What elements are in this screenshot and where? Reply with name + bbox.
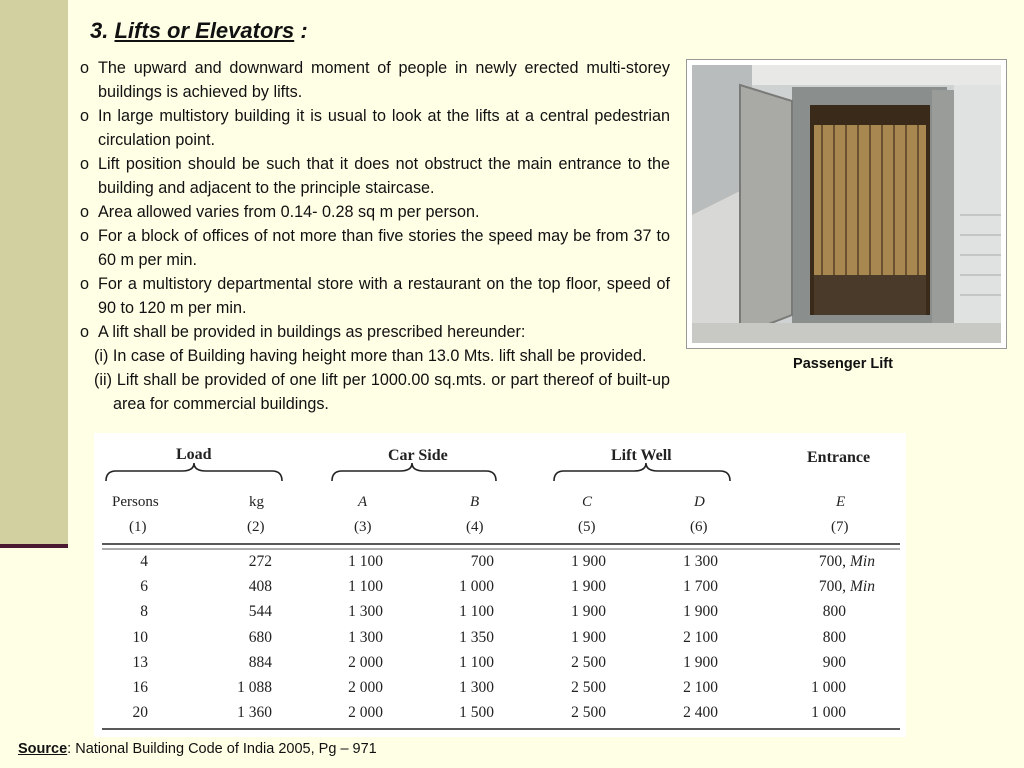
table-cell: 884 bbox=[248, 653, 272, 671]
table-cell: 1 350 bbox=[459, 628, 494, 646]
table-cell: 900 bbox=[822, 653, 846, 671]
table-cell: 2 000 bbox=[348, 679, 383, 696]
subheader: kg bbox=[249, 494, 264, 510]
col-number: (4) bbox=[466, 519, 484, 535]
table-cell: 13 bbox=[132, 653, 148, 671]
table-cell: 680 bbox=[248, 628, 272, 646]
table-cell: 544 bbox=[248, 603, 272, 621]
table-cell: 2 100 bbox=[683, 679, 718, 696]
table-cell: 4 bbox=[140, 553, 148, 570]
col-number: (7) bbox=[831, 519, 849, 535]
table-cell: 1 300 bbox=[348, 603, 383, 621]
table-cell: 1 360 bbox=[237, 704, 272, 722]
title-text: Lifts or Elevators bbox=[114, 18, 295, 43]
table-cell: 2 500 bbox=[571, 704, 606, 722]
table-cell: 1 300 bbox=[683, 553, 718, 570]
side-bar bbox=[0, 0, 68, 547]
bullet-item: o For a multistory departmental store with a restaurant on the top floor, speed of 90 to 120 m per min. bbox=[80, 275, 670, 317]
bullet-list bbox=[80, 56, 670, 416]
table-cell: 1 000 bbox=[811, 704, 846, 722]
subheader: E bbox=[836, 494, 846, 510]
source-text: National Building Code of India 2005, Pg – 971 bbox=[75, 741, 377, 757]
subheader: A bbox=[358, 494, 368, 510]
table-cell: 6 bbox=[140, 578, 148, 596]
photo-caption: Passenger Lift bbox=[793, 356, 893, 372]
table-cell: 1 900 bbox=[571, 603, 606, 621]
sub-item: (ii) Lift shall be provided of one lift per 1000.00 sq.mts. or part thereof of built-up area for commercial buildings. bbox=[94, 371, 670, 413]
group-header: Entrance bbox=[807, 449, 871, 466]
table-cell: 1 000 bbox=[811, 679, 846, 696]
table-cell: 8 bbox=[140, 603, 148, 621]
table-cell: 2 400 bbox=[683, 704, 718, 722]
source-label: Source bbox=[18, 741, 68, 757]
table-body bbox=[94, 433, 906, 737]
table-cell: 1 700 bbox=[683, 578, 718, 596]
table-cell: 1 100 bbox=[459, 603, 494, 621]
bullet-item: o Lift position should be such that it does not obstruct the main entrance to the building and adjacent to the principle staircase. bbox=[80, 155, 670, 197]
bullet-item: o For a block of offices of not more than five stories the speed may be from 37 to 60 m per min. bbox=[80, 227, 670, 269]
table-cell: 1 100 bbox=[459, 653, 494, 671]
subheader: D bbox=[694, 494, 705, 510]
table-cell: 2 500 bbox=[571, 679, 606, 696]
table-cell: 2 000 bbox=[348, 653, 383, 671]
group-header: Car Side bbox=[388, 447, 448, 464]
table-cell: 2 100 bbox=[683, 628, 718, 646]
col-number: (1) bbox=[129, 519, 147, 535]
group-header: Load bbox=[176, 446, 212, 463]
table-cell: 2 000 bbox=[348, 704, 383, 722]
lift-dimensions-table bbox=[94, 433, 906, 737]
table-cell: 1 900 bbox=[683, 603, 718, 621]
table-cell: 700 bbox=[470, 553, 494, 570]
table-cell: 1 900 bbox=[571, 553, 606, 570]
table-cell: 10 bbox=[132, 628, 148, 646]
subheader: C bbox=[582, 494, 593, 510]
col-number: (2) bbox=[247, 519, 265, 535]
bullet-item: o A lift shall be provided in buildings as prescribed hereunder: bbox=[80, 323, 526, 341]
table-cell: 16 bbox=[132, 679, 148, 696]
table-cell: 1 088 bbox=[237, 679, 272, 696]
bullet-item: o Area allowed varies from 0.14- 0.28 sq m per person. bbox=[80, 203, 480, 221]
table-cell: 2 500 bbox=[571, 653, 606, 671]
table-cell: 700, bbox=[818, 578, 846, 596]
table-cell: 1 900 bbox=[571, 628, 606, 646]
table-cell: 408 bbox=[248, 578, 272, 596]
group-header: Lift Well bbox=[611, 447, 672, 464]
source-line: Source: National Building Code of India 2005, Pg – 971 bbox=[18, 741, 377, 757]
side-rule bbox=[0, 544, 68, 548]
slide-title bbox=[90, 18, 308, 44]
table-cell: 1 100 bbox=[348, 553, 383, 570]
table-cell: 1 300 bbox=[459, 679, 494, 696]
table-cell: 1 500 bbox=[459, 704, 494, 722]
lift-photo bbox=[686, 59, 1007, 349]
table-cell: 1 300 bbox=[348, 628, 383, 646]
subheader: Persons bbox=[112, 494, 159, 510]
min-label: Min bbox=[850, 553, 875, 570]
bullet-item: o In large multistory building it is usual to look at the lifts at a central pedestrian circulation point. bbox=[80, 107, 670, 149]
title-number: 3. bbox=[90, 18, 109, 43]
table-cell: 1 100 bbox=[348, 578, 383, 596]
title-suffix: : bbox=[300, 18, 308, 43]
table-cell: 800 bbox=[822, 603, 846, 621]
table-cell: 1 900 bbox=[571, 578, 606, 596]
sub-item: (i) In case of Building having height more than 13.0 Mts. lift shall be provided. bbox=[94, 347, 647, 365]
col-number: (6) bbox=[690, 519, 708, 535]
table-cell: 20 bbox=[132, 704, 148, 722]
lift-photo-illustration bbox=[692, 65, 1001, 343]
table-cell: 272 bbox=[248, 553, 272, 570]
table-cell: 1 900 bbox=[683, 653, 718, 671]
min-label: Min bbox=[850, 578, 875, 596]
table-cell: 1 000 bbox=[459, 578, 494, 596]
table-cell: 800 bbox=[822, 628, 846, 646]
bullet-item: o The upward and downward moment of people in newly erected multi-storey buildings is achieved by lifts. bbox=[80, 59, 670, 101]
col-number: (3) bbox=[354, 519, 372, 535]
table-cell: 700, bbox=[818, 553, 846, 570]
col-number: (5) bbox=[578, 519, 596, 535]
subheader: B bbox=[470, 494, 480, 510]
